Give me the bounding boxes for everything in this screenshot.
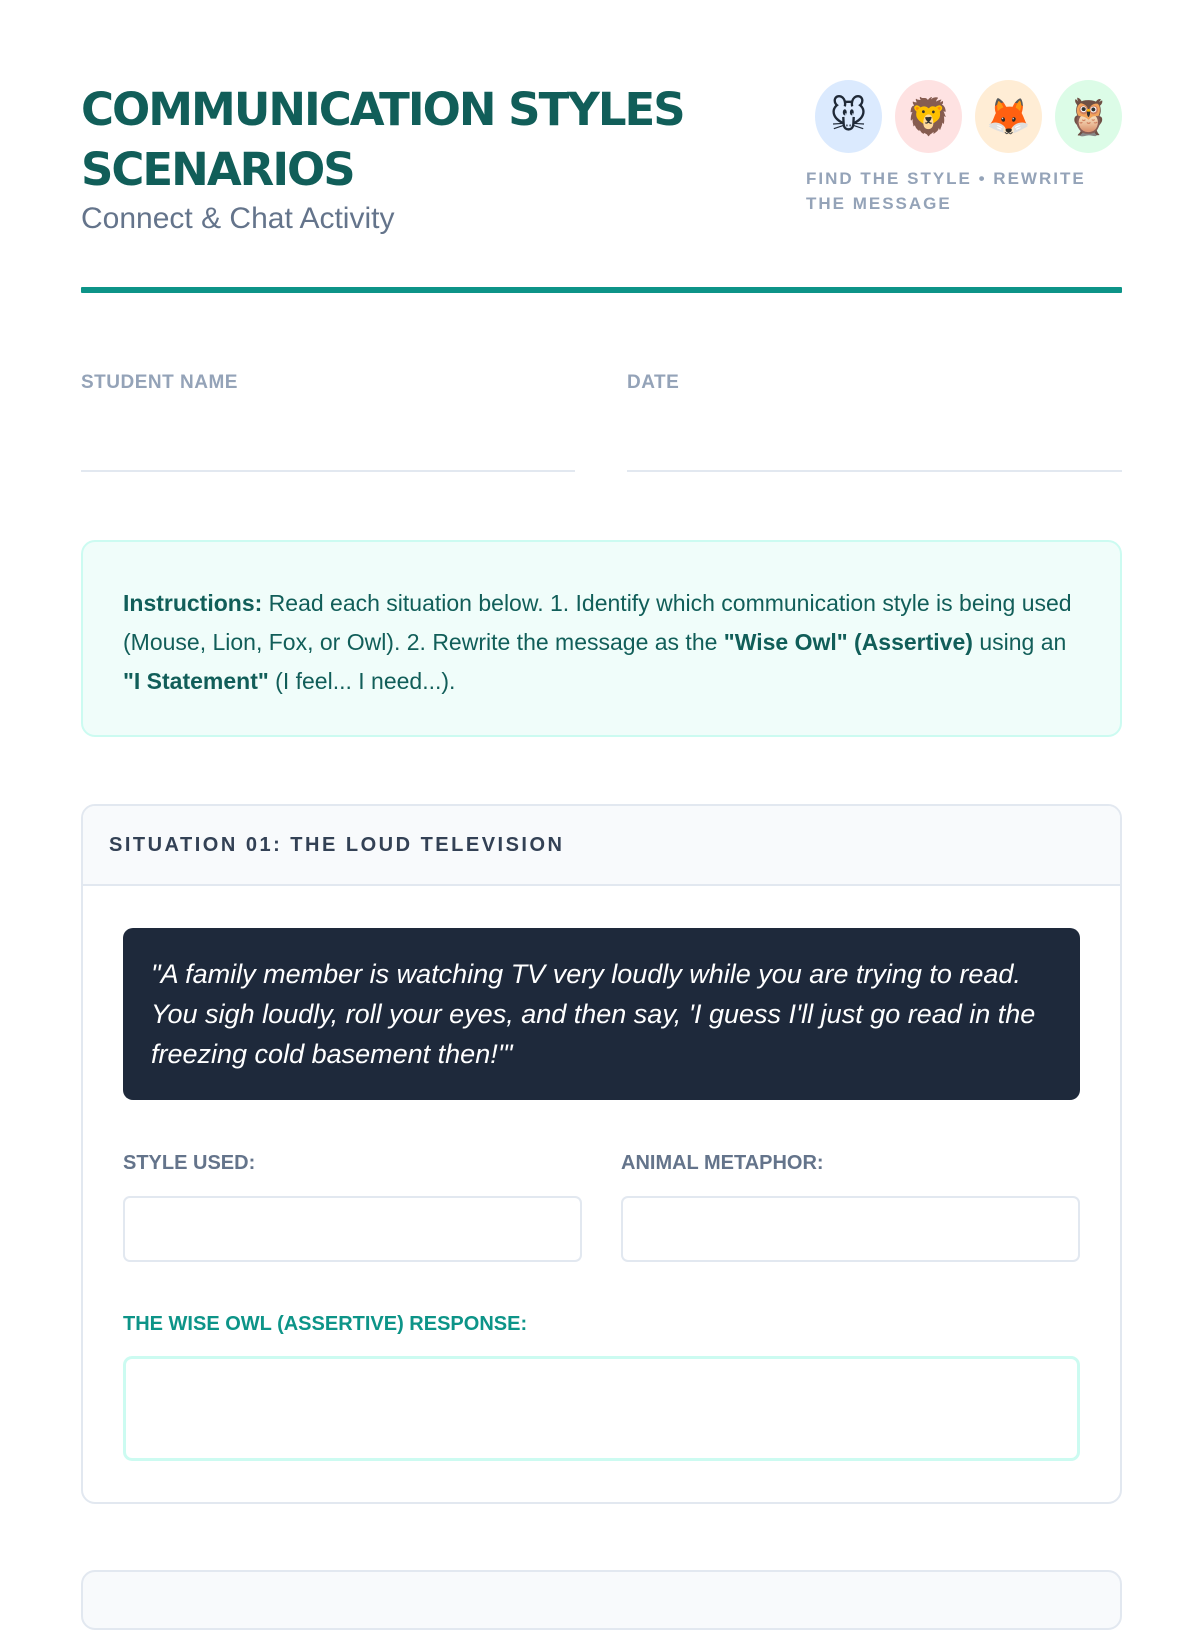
student-name-label: STUDENT NAME [81,372,238,393]
instructions-text-3: (I feel... I need...). [268,668,456,694]
instructions-bold-1: "Wise Owl" (Assertive) [723,629,973,655]
lion-icon: 🦁 [895,80,962,153]
instructions-bold-2: "I Statement" [123,668,269,694]
instructions-lead: Instructions: [123,590,263,616]
response-label: THE WISE OWL (ASSERTIVE) RESPONSE: [123,1313,528,1335]
header-divider [81,287,1122,293]
page-title: COMMUNICATION STYLES SCENARIOS [81,83,684,196]
instructions-text-2: using an [972,629,1067,655]
page-subtitle: Connect & Chat Activity [81,202,395,235]
date-field[interactable] [627,470,1122,472]
situation-quote: "A family member is watching TV very loudly while you are trying to read. You sigh loudly, roll your eyes, and then say, 'I guess I'll just go read in the freezing cold basement then!'" [123,928,1080,1100]
header [81,80,1122,240]
tagline: FIND THE STYLE • REWRITE THE MESSAGE [806,169,1086,213]
style-used-input[interactable] [123,1196,582,1262]
situation-title: SITUATION 01: THE LOUD TELEVISION [83,806,1120,886]
mouse-icon: 🐭 [815,80,882,153]
response-input[interactable] [123,1356,1080,1461]
style-used-label: STYLE USED: [123,1152,256,1174]
instructions-text-1: Read each situation below. 1. Identify which communication style is being used (Mouse, Lion, Fox, or Owl). 2. Rewrite the message as the [123,590,1072,655]
animal-metaphor-input[interactable] [621,1196,1080,1262]
situation-card [81,804,1122,1504]
owl-icon: 🦉 [1055,80,1122,153]
next-situation-card [81,1570,1122,1630]
animal-metaphor-label: ANIMAL METAPHOR: [621,1152,824,1174]
date-label: DATE [627,372,680,393]
instructions-box [81,540,1122,737]
fox-icon: 🦊 [975,80,1042,153]
animal-avatars [815,80,1122,153]
student-name-field[interactable] [81,470,575,472]
